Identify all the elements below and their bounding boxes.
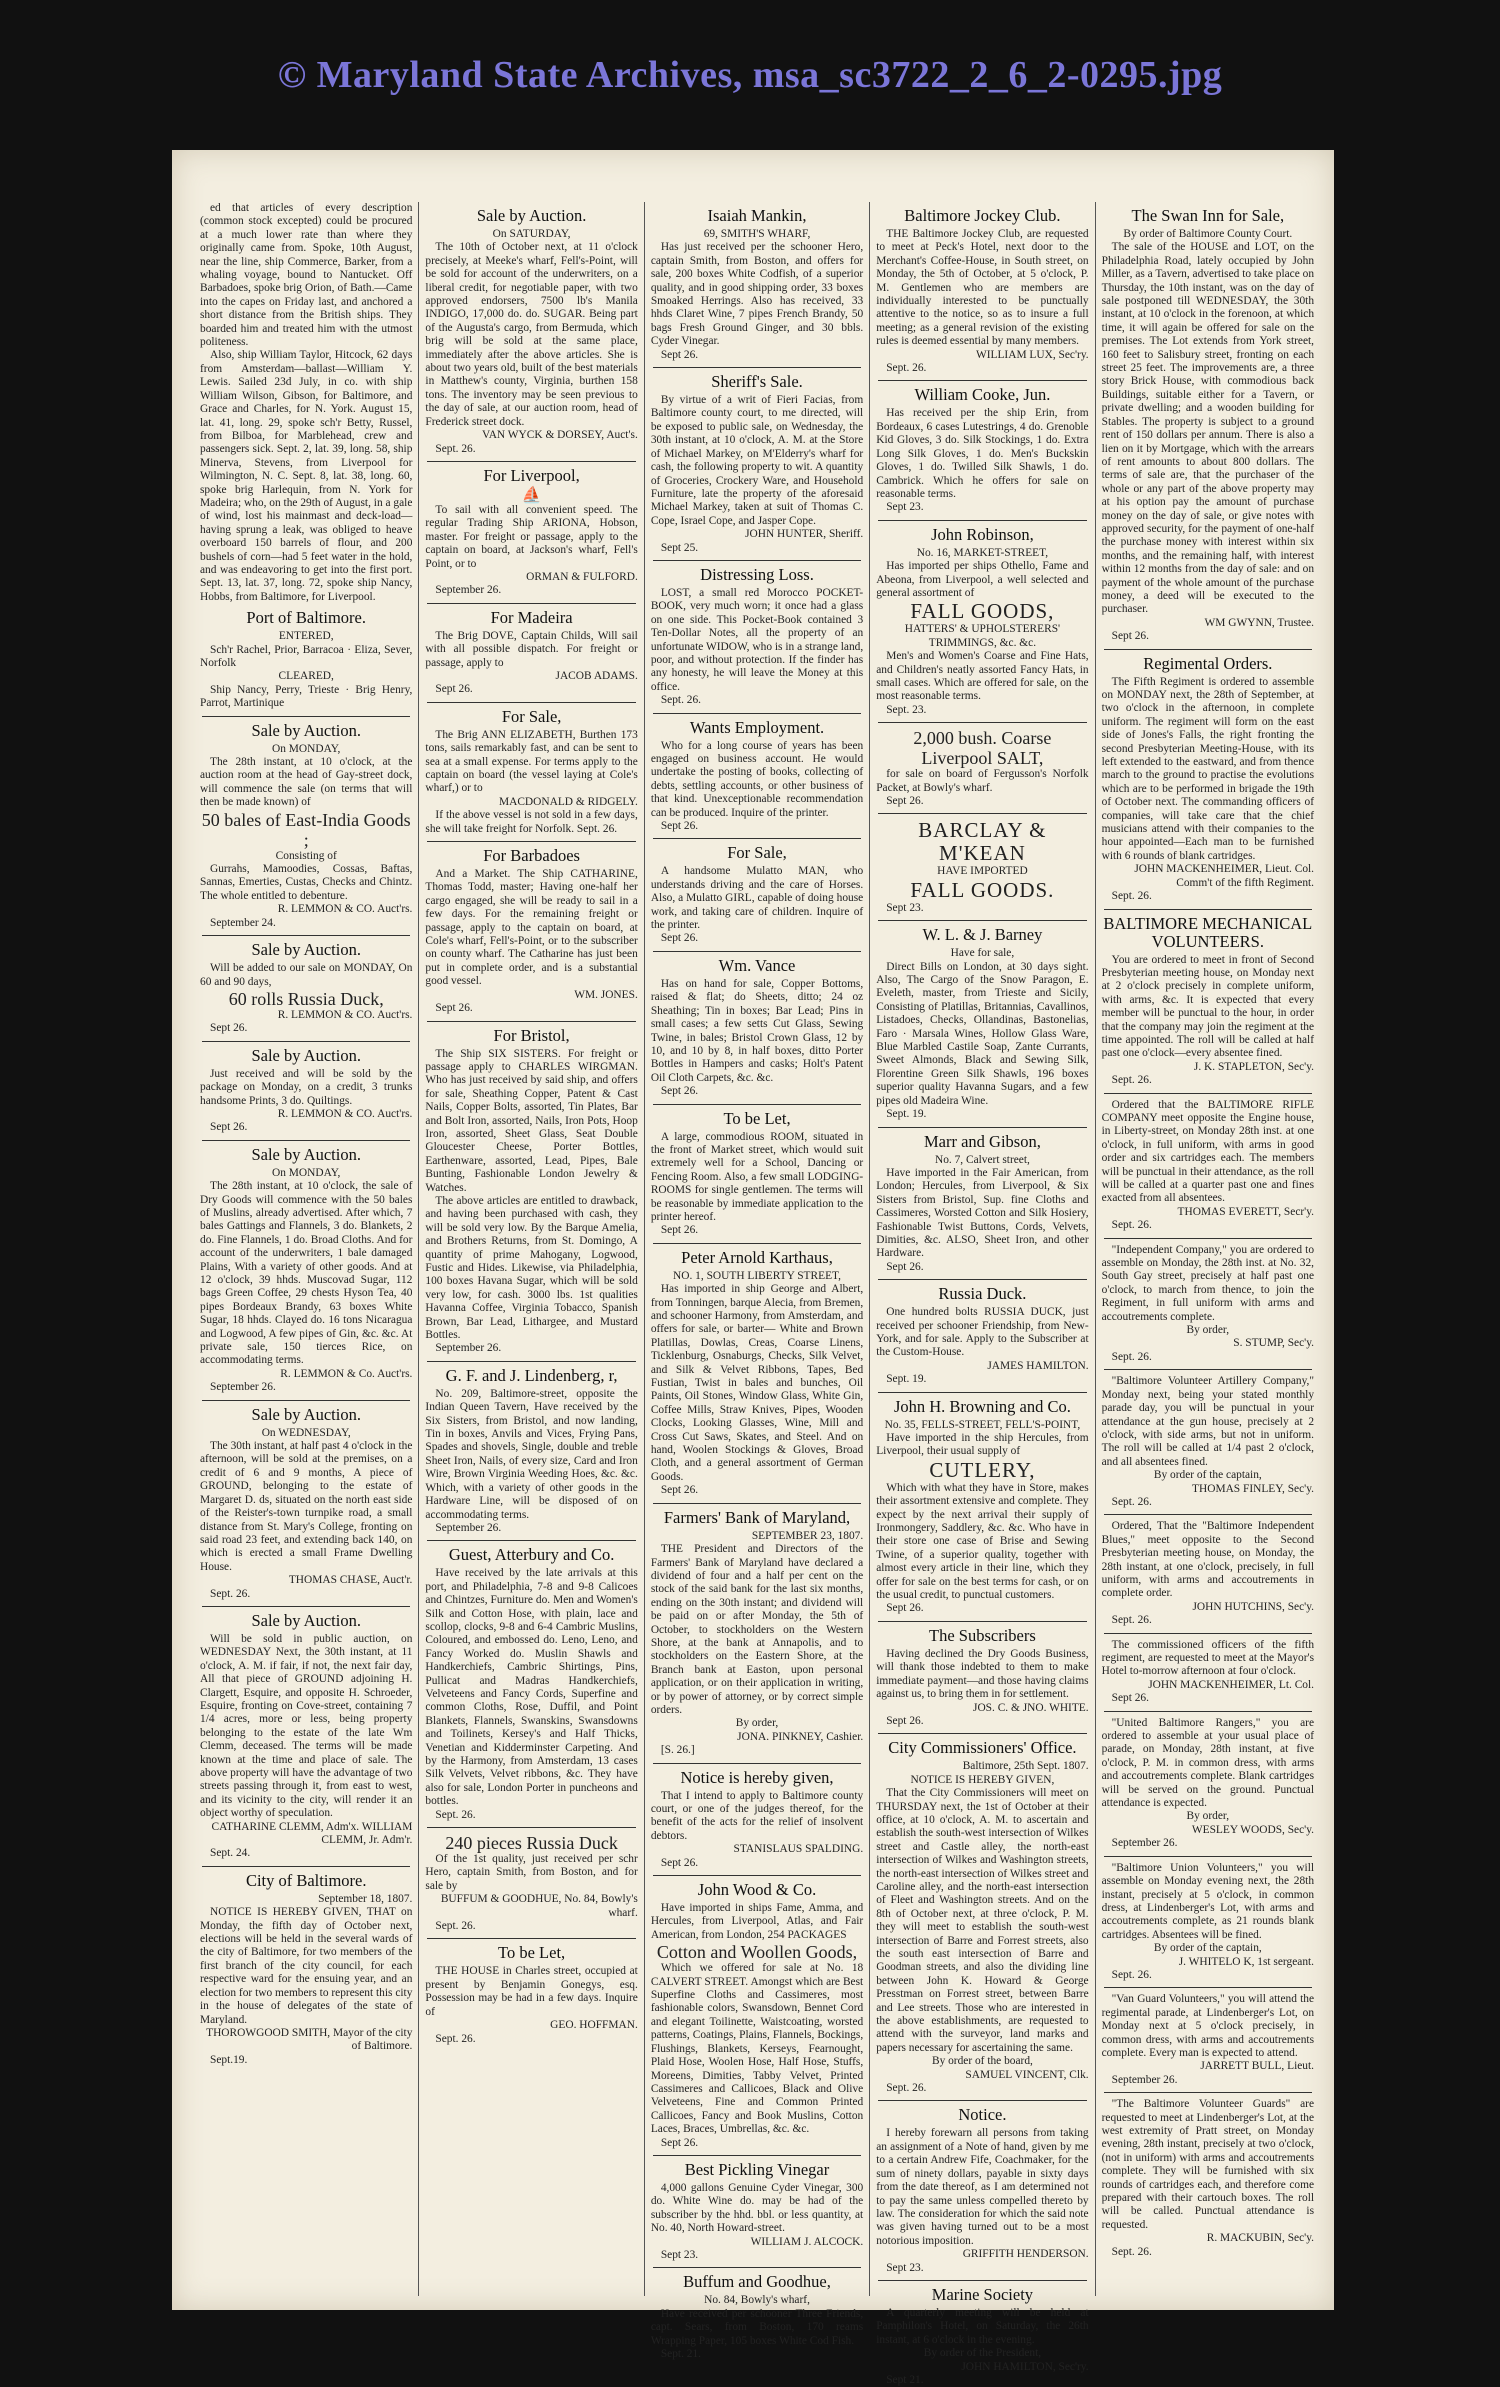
ad-text: The 28th instant, at 10 o'clock, the sale of Dry Goods will commence with the 50 bales of Muslins, already advertised. After which, 7 bales Gattings and Flannels, 3 do. Blankets, 2 do. Fine Flannels, 1 do. Broad Cloths. And for account of the underwriters, 1 bale damaged Plains, With a variety of other goods. And at 12 o'clock, 39 hhds. Muscovad Sugar, 112 bags Green Coffee, 29 chests Hyson Tea, 40 pipes Bordeaux Brandy, 63 boxes White Sugar, 18 hhds. Clayed do. 16 tons Nicaragua and Logwood, A few pipes of Gin, &c. &c. At private sale, 150 tierces Rice, on accommodating terms.	[200, 1180, 413, 1367]
ad-text: One hundred bolts RUSSIA DUCK, just received per schooner Friendship, from New-York, and for sale. Apply to the Subscriber at the Custom-House.	[876, 1306, 1089, 1359]
column-rule	[427, 603, 635, 604]
ad-text: And a Market. The Ship CATHARINE, Thomas Todd, master; Having one-half her cargo engaged, she will be ready to sail in a few days. For the remaining freight or passage, apply to the captain on board, at Cole's wharf, Fell's-Point, or to the subscriber on county wharf. The Catharine has just been put in complete order, and is a substantial good vessel.	[425, 868, 638, 988]
ad-text: September 26.	[210, 1381, 276, 1394]
column-rule	[653, 713, 861, 714]
ad-centered-line: NO. 1, SOUTH LIBERTY STREET,	[673, 1269, 841, 1282]
banner-caption: © Maryland State Archives, msa_sc3722_2_6_2-0295.jpg	[277, 54, 1223, 96]
newspaper-page	[172, 150, 1334, 2386]
column-rule	[878, 2280, 1086, 2281]
column-rule	[202, 716, 410, 717]
column-rule	[653, 560, 861, 561]
column-rule	[1104, 2092, 1312, 2093]
column-5	[1096, 202, 1320, 2296]
ad-heading: John Wood & Co.	[697, 1880, 817, 1900]
column-3	[645, 202, 870, 2360]
column-rule	[1104, 1093, 1312, 1094]
ad-text: Of the 1st quality, just received per schr Hero, captain Smith, from Boston, and for sale by	[425, 1853, 638, 1892]
ad-text: Ship Nancy, Perry, Trieste · Brig Henry, Parrot, Martinique	[200, 683, 413, 710]
column-4	[870, 202, 1095, 2386]
ad-signature: THOMAS EVERETT, Secr'y.	[1177, 1205, 1315, 1218]
ad-heading: For Barbadoes	[483, 846, 580, 866]
column-rule	[653, 951, 861, 952]
column-rule	[653, 1503, 861, 1504]
ad-text: Have imported in ships Fame, Amma, and Hercules, from Liverpool, Atlas, and Fair American, from London, 254 PACKAGES	[650, 1902, 864, 1941]
ad-text: A handsome Mulatto MAN, who understands driving and the care of Horses. Also, a Mulatto GIRL, capable of doing house work, and taking care of children. Inquire of the printer.	[650, 865, 864, 932]
column-rule	[878, 1621, 1086, 1622]
ad-centered-line: By order of the captain,	[1153, 1469, 1262, 1482]
ad-text: Direct Bills on London, at 30 days sight. Also, The Cargo of the Snow Paragon, E. Eveleth, master, from Trieste and Sicily, Consisting of Platillas, Britannias, Cavallinos, Listadoes, Checks, Ollandinas, Bastonelias, Faro · Marsala Wines, Hollow Glass Ware, Blue Marbled Castile Soap, Zante Currants, Sweet Almonds, Black and Sewing Silk, Florentine Green Silk Shawls, 196 boxes superior quality Havanna Sugars, and a few pipes old Madeira Wine.	[876, 960, 1089, 1107]
ad-text: Also, ship William Taylor, Hitcock, 62 days from Amsterdam—ballast—William Y. Lewis. Sailed 23d July, in co. with ship William Wilson, Gibson, for Baltimore, and Grace and Charles, for N. York. August 15, lat. 41, long. 29, spoke sch'r Betty, Russel, from Bilboa, for Marblehead, crew and passengers sick. Sept. 2, lat. 39, long. 58, ship Minerva, Stevens, from Liverpool for Wilmington, N. C. Sept. 8, lat. 38, long. 60, spoke brig Harlequin, from N. York for Madeira; who, on the 29th of August, in a gale of wind, lost his mainmast and deck-load—having sprung a leak, was obliged to heave overboard 150 barrels of flour, and 200 bushels of corn—had 5 feet water in the hold, and was endeavoring to get into the first port. Sept. 13, lat. 37, long. 72, spoke ship Nancy, Hobbs, from Baltimore, for Liverpool.	[200, 349, 413, 603]
column-rule	[1104, 1711, 1312, 1712]
column-rule	[1104, 1987, 1312, 1988]
ad-text: Sept 26.	[660, 1856, 699, 1869]
ad-text: Sept 26.	[660, 348, 699, 361]
ad-text: Will be sold in public auction, on WEDNESDAY Next, the 30th instant, at 11 o'clock, A. M. if fair, if not, the next fair day, All that piece of GROUND adjoining H. Clargett, Esquire, and opposite H. Schroeder, Esquire, fronting on Cove-street, containing 7 1/4 acres, more or less, being property belonging to the estate of the late Wm Clemm, deceased. The terms will be made known at the time and place of sale. The above property will have the advantage of two streets passing through it, from east to west, and its vicinity to the city, will render it an object worthy of speculation.	[200, 1632, 413, 1820]
ad-centered-line: CLEARED,	[278, 670, 334, 683]
ad-display-line: 50 bales of East-India Goods ;	[201, 809, 411, 850]
ad-heading: Notice is hereby given,	[680, 1767, 834, 1787]
ad-heading: For Sale,	[501, 706, 562, 726]
column-rule	[202, 1866, 410, 1867]
ad-text: Have imported in the Fair American, from London; Hercules, from Liverpool, & Six Sisters from Bristol, Sup. fine Cloths and Cassimeres, Worsted Cotton and Silk Hosiery, Fashionable Twist Buttons, Cords, Velvets, Dimities, &c. ALSO, Sheet Iron, and other Hardware.	[876, 1166, 1089, 1260]
column-rule	[1104, 1633, 1312, 1634]
ad-heading: Sale by Auction.	[251, 1404, 361, 1424]
ad-heading: Port of Baltimore.	[246, 608, 366, 628]
ad-signature: Baltimore, 25th Sept. 1807.	[962, 1760, 1089, 1773]
column-rule	[427, 1827, 635, 1828]
column-rule	[202, 1400, 410, 1401]
ad-text: Gurrahs, Mamoodies, Cossas, Baftas, Sannas, Emerties, Custas, Checks and Chintz. The whole entitled to debenture.	[200, 863, 413, 902]
ad-text: Have imported in the ship Hercules, from Liverpool, their usual supply of	[876, 1432, 1089, 1458]
ad-text: Sept 26.	[660, 1085, 699, 1098]
ad-text: Sept. 26.	[210, 1587, 251, 1600]
ad-signature: THOMAS FINLEY, Sec'y.	[1192, 1482, 1315, 1495]
ad-signature: THOMAS CHASE, Auct'r.	[288, 1574, 413, 1587]
ad-text: "Baltimore Union Volunteers," you will assemble on Monday evening next, the 28th instant, precisely at 5 o'clock, in common dress, at Lindenberger's Lot, with arms and accoutrements complete, as 21 rounds blank cartridges. Absentees will be fined.	[1101, 1861, 1315, 1941]
ad-heading: Baltimore Jockey Club.	[904, 206, 1061, 225]
ad-text: Sept. 26.	[435, 2032, 476, 2045]
ad-heading: Buffum and Goodhue,	[683, 2272, 831, 2292]
column-rule	[202, 1041, 410, 1042]
ad-display-line-large: CUTLERY,	[929, 1457, 1036, 1482]
column-rule	[427, 702, 635, 703]
ad-display-line-large: FALL GOODS,	[910, 599, 1055, 624]
ad-text: Sept. 26.	[1111, 890, 1152, 903]
ad-heading: City Commissioners' Office.	[888, 1738, 1077, 1758]
ad-text: Sept. 26.	[660, 694, 701, 707]
ad-centered-line: 69, SMITH'S WHARF,	[703, 228, 811, 240]
column-rule	[427, 841, 635, 842]
ad-text: Ordered, That the "Baltimore Independent Blues," meet opposite to the Second Presbyterian meeting house, on Monday, the 28th instant, at one o'clock, precisely, in full uniform, with arms and accoutrements in complete order.	[1101, 1520, 1315, 1600]
ad-text: September 26.	[1111, 2073, 1178, 2086]
ad-centered-line: No. 7, Calvert street,	[934, 1153, 1030, 1166]
column-rule	[653, 1243, 861, 1244]
ad-heading: The Swan Inn for Sale,	[1131, 206, 1285, 225]
column-rule	[1104, 649, 1312, 650]
ad-text: Sept 26.	[886, 1260, 924, 1273]
ad-text: Has just received per the schooner Hero, captain Smith, from Boston, and offers for sale, 200 boxes White Codfish, of a superior quality, and in good shipping order, 33 boxes Smoaked Herrings. Also has received, 33 hhds Claret Wine, 7 pipes French Brandy, 50 bags Fresh Ground Ginger, and 30 bbls. Cyder Vinegar.	[650, 241, 864, 348]
ad-heading: W. L. & J. Barney	[922, 925, 1043, 945]
ad-signature: ORMAN & FULFORD.	[526, 570, 638, 583]
ad-heading: City of Baltimore.	[245, 1870, 367, 1890]
ad-text: Has received per the ship Erin, from Bordeaux, 6 cases Lutestrings, 4 do. Grenoble Kid Gloves, 3 do. Silk Stockings, 1 do. Extra Long Silk Gloves, 1 do. Men's Buckskin Gloves, 1 do. Twilled Silk Shawls, 1 do. Cambrick. Which he offers for sale on reasonable terms.	[876, 407, 1089, 500]
ad-text: 4,000 gallons Genuine Cyder Vinegar, 300 do. White Wine do. may be had of the subscriber by the hhd. bbl. or less quantity, at No. 40, North Howard-street.	[650, 2181, 864, 2235]
ad-text: Sept 26.	[1111, 630, 1149, 643]
ad-text: "United Baltimore Rangers," you are ordered to assemble at your usual place of parade, on Monday, 28th instant, at five o'clock, P. M. in common dress, with arms and accoutrements complete. Blank cartridges will be served on the ground. Punctual attendance is expected.	[1101, 1716, 1315, 1810]
ad-text: Sept 26.	[435, 683, 473, 696]
column-rule	[653, 838, 861, 839]
ad-text: Has on hand for sale, Copper Bottoms, raised & flat; do Sheets, ditto; 24 oz Sheathing; Tin in boxes; Bar Lead; Pins in small cases; a few setts Cut Glass, Sewing Twine, in bales; Bristol Crown Glass, 12 by 10, and 10 by 8, in half boxes, ditto Porter Bottles in Hampers and casks; Holt's Patent Oil Cloth Carpets, &c. &c.	[650, 977, 864, 1084]
ad-signature: MACDONALD & RIDGELY.	[498, 795, 638, 808]
column-container	[194, 202, 1320, 2386]
ad-heading: The Subscribers	[929, 1625, 1036, 1645]
column-rule	[653, 1875, 861, 1876]
ad-text: Sept. 26.	[435, 1808, 476, 1821]
ad-signature: JOHN MACKENHEIMER, Lt. Col.	[1148, 1678, 1315, 1691]
ad-signature: R. LEMMON & Co. Auct'rs.	[280, 1367, 413, 1380]
ad-text: The above articles are entitled to drawback, and having been purchased with cash, they will be sold very low. By the Barque Amelia, and Brothers Returns, from St. Domingo, A quantity of prime Mahogany, Logwood, Fustic and Hides. Likewise, via Philadelphia, 100 boxes Havana Sugar, which will be sold very low, for cash. 3000 lbs. 1st qualities Havanna Coffee, Virginia Tobacco, Spanish Brown, Bar Lead, Lithargee, and Mustard Bottles.	[425, 1194, 638, 1342]
ad-text: The sale of the HOUSE and LOT, on the Philadelphia Road, lately occupied by John Miller, as a Tavern, advertised to take place on Thursday, the 10th instant, was on the day of sale postponed till WEDNESDAY, the 30th instant, at 10 o'clock in the forenoon, at which time, it will again be offered for sale on the premises. The Lot extends from York street, 160 feet to Salisbury street, fronting on each street 25 feet. The improvements are, a three story Brick House, with commodious back Buildings, suitable either for a Tavern, or private dwelling; and a wooden building for Stables. The property is subject to a ground rent of 150 dollars per annum. There is also a lien on it by Mortgage, which with the arrears of rent amounts to about 800 dollars. The terms of sale are, that the purchaser of the whole or any part of the above property may at his option pay the amount of purchase money on the day of sale, or give notes with approved security, for the payment of one-half the purchase money with interest within six months, and the remaining half, with interest within 12 months from the day of sale: and on payment of the whole amount of the purchase money, a deed will be executed to the purchaser.	[1101, 241, 1315, 616]
ad-text: The 28th instant, at 10 o'clock, at the auction room at the head of Gay-street dock, will commence the sale (on terms that will then be made known) of	[200, 756, 413, 809]
ad-text: A large, commodious ROOM, situated in the front of Market street, which would suit extremely well for a School, Dancing or Fencing Room. Also, a few small LODGING-ROOMS for single gentlemen. The terms will be reasonable by immediate application to the printer hereof.	[650, 1130, 864, 1223]
ad-text: The Ship SIX SISTERS. For freight or passage apply to CHARLES WIRGMAN. Who has just received by said ship, and offers for sale, Sheathing Copper, Patent & Cast Nails, Copper Bolts, assorted, Tin Plates, Bar and Bolt Iron, assorted, Nails, Iron Pots, Hoop Iron, assorted, Sheet Glass, Seat Double Gloucester Cheese, Porter Bottles, Earthenware, assorted, Lead, Pipes, Bale Bunting, Fashionable London Jewelry & Watches.	[425, 1047, 638, 1194]
ad-display-line: 60 rolls Russia Duck,	[228, 988, 384, 1009]
ad-heading: Sale by Auction.	[251, 1045, 361, 1065]
ad-heading: Russia Duck.	[938, 1284, 1027, 1304]
ad-signature: JONA. PINKNEY, Cashier.	[737, 1730, 864, 1743]
ad-text: Has imported per ships Othello, Fame and Abeona, from Liverpool, a well selected and general assortment of	[876, 560, 1089, 599]
ad-text: Sept. 26.	[435, 442, 476, 455]
ad-text: Sept. 26.	[1111, 1074, 1152, 1087]
column-rule	[1104, 1514, 1312, 1515]
ad-text: Sept 26.	[660, 820, 699, 833]
ad-heading: Farmers' Bank of Maryland,	[663, 1507, 851, 1527]
ad-signature: JOS. C. & JNO. WHITE.	[973, 1701, 1089, 1714]
ad-heading: Distressing Loss.	[700, 564, 814, 584]
ad-text: Sept 26.	[210, 1022, 248, 1035]
ad-text: Have received by the late arrivals at this port, and Philadelphia, 7-8 and 9-8 Calicoes and Chintzes, Furniture do. Men and Women's Silk and Cotton Hose, with plain, lace and scollop, clocks, 9-8 and 6-4 Cambric Muslins, Coloured, and embossed do. Leno, Leno, and Fancy Worked do. Muslin Shawls and Handkerchiefs, Cambric Shirtings, Pins, Pullicat and Madras Handkerchiefs, Velveteens and Fancy Cords, Superfine and common Cloths, Rose, Duffil, and Point Blankets, Flannels, Swanskins, Swansdowns and Toilinets, Kersey's and Half Thicks, Venetian and Kidderminster Carpeting. And by the Harmony, from Amsterdam, 13 cases Silk Velvets, Velvet ribbons, &c. They have also for sale, London Porter in puncheons and bottles.	[425, 1567, 638, 1808]
ad-text: Sept 26.	[660, 1224, 699, 1237]
ad-heading: For Madeira	[490, 607, 573, 627]
column-rule	[878, 1127, 1086, 1128]
ship-icon: ⛵	[521, 486, 542, 504]
ad-centered-line: Have for sale,	[950, 947, 1015, 960]
ad-text: Sept. 26.	[886, 362, 927, 375]
ad-signature: JOHN HUTCHINS, Sec'y.	[1192, 1600, 1315, 1613]
ad-signature: GRIFFITH HENDERSON.	[962, 2248, 1089, 2261]
ad-text: Sept 26.	[886, 1602, 924, 1615]
ad-text: September 26.	[435, 1521, 502, 1534]
ad-heading: Marr and Gibson,	[923, 1131, 1041, 1151]
ad-text: Which with what they have in Store, makes their assortment extensive and complete. They expect by the next arrival their supply of Ironmongery, Saddlery, &c. &c. Who have in their store one case of Brise and Sewing Twine, of a superior quality, together with almost every article in their line, which they offer for sale on the best terms for cash, or on the usual credit, to punctual customers.	[876, 1481, 1089, 1602]
ad-text: Sept. 19.	[886, 1373, 927, 1386]
column-rule	[427, 1361, 635, 1362]
ad-display-line: 240 pieces Russia Duck	[445, 1833, 618, 1854]
ad-heading: John Robinson,	[931, 524, 1034, 544]
ad-text: That the City Commissioners will meet on THURSDAY next, the 1st of October at their office, at 10 o'clock, A. M. to ascertain and establish the south-west intersection of Wilkes street and Castle alley, the north-east intersection of Wilkes and Washington streets, the north-east intersection of Wilkes street and Caroline alley, and the north-east intersection of Fleet and Washington streets. And on the 8th of October next, at three o'clock, P. M. they will meet to establish the south-west intersection of Barre and Forrest streets, also the south east intersection of Barre and Goodman streets, and also the dividing line between John K. Howard & George Presstman on Forrest street, between Barre and Lee streets. Those who are interested in the above establishments, are requested to attend with the surveyor, land marks and papers necessary for ascertaining the same.	[876, 1787, 1089, 2054]
ad-signature: J. WHITELO K, 1st sergeant.	[1178, 1955, 1315, 1968]
ad-signature: JOHN MACKENHEIMER, Lieut. Col. Comm't of the fifth Regiment.	[1134, 863, 1315, 889]
ad-text: Sept 23.	[886, 901, 924, 914]
ad-heading: Guest, Atterbury and Co.	[448, 1545, 615, 1565]
ad-text: The Brig ANN ELIZABETH, Burthen 173 tons, sails remarkably fast, and can be sent to sea at a small expense. For terms apply to the captain on board (the vessel laying at Cole's wharf,) or to	[425, 728, 638, 795]
ad-text: Sept. 24.	[210, 1847, 251, 1860]
ad-heading: Marine Society	[931, 2284, 1034, 2304]
ad-signature: JACOB ADAMS.	[555, 669, 638, 682]
ad-text: NOTICE IS HEREBY GIVEN, THAT on Monday, the fifth day of October next, elections will be held in the several wards of the city of Baltimore, for two members of the first branch of the city council, for each respective ward for the ensuing year, and an election for two members to represent this city in the house of delegates of the state of Maryland.	[200, 1906, 413, 2026]
ad-text: THE HOUSE in Charles street, occupied at present by Benjamin Gonegys, esq. Possession may be had in a few days. Inquire of	[425, 1965, 638, 2018]
column-rule	[427, 461, 635, 462]
column-rule	[878, 722, 1086, 723]
ad-text: Sept. 26.	[1111, 1614, 1152, 1627]
ad-signature: CATHARINE CLEMM, Adm'x. WILLIAM CLEMM, Jr. Adm'r.	[211, 1820, 413, 1847]
column-rule	[202, 1140, 410, 1141]
ad-display-line: Cotton and Woollen Goods,	[656, 1942, 858, 1963]
ad-text: Having declined the Dry Goods Business, will thank those indebted to them to make immediate payment—and those having claims against us, to bring them in for settlement.	[876, 1647, 1089, 1701]
ad-display-line-large: BARCLAY & M'KEAN	[918, 818, 1047, 866]
column-1	[194, 202, 419, 2296]
ad-text: A quarterly meeting will be held at Pamphilon's Hotel, on Saturday, the 26th instant, at 6 o'clock in the evening.	[876, 2306, 1089, 2346]
ad-signature: JOHN HUNTER, Sheriff.	[745, 528, 864, 541]
ad-text: The 30th instant, at half past 4 o'clock in the afternoon, will be sold at the premises, on a credit of 6 and 9 months, A piece of GROUND, belonging to the estate of Margaret D. ds, situated on the north east side of the Reister's-town turnpike road, a small distance from St. Mary's College, fronting on said road 23 feet, and extending back 140, on which is erected a small Frame Dwelling House.	[200, 1440, 413, 1573]
ad-text: Ordered that the BALTIMORE RIFLE COMPANY meet opposite the Engine house, in Liberty-street, on Monday 28th inst. at one o'clock, in full uniform, with arms in good order and six cartridges each. The members will be punctual in their attendance, as the roll will be called at a quarter past one and fines exacted from all absentees.	[1101, 1098, 1315, 1205]
ad-signature: THOROWGOOD SMITH, Mayor of the city of Baltimore.	[206, 2026, 413, 2053]
column-rule	[878, 813, 1086, 814]
ad-text: THE Baltimore Jockey Club, are requested to meet at Peck's Hotel, next door to the Merchant's Coffee-House, in South street, on Monday, the 5th of October, at 5 o'clock, P. M. Gentlemen who are members are individually interested to be punctually attentive to the notice, so as to insure a full meeting; as a general revision of the existing rules is deemed essential by many members.	[876, 228, 1089, 348]
column-rule	[1104, 1856, 1312, 1857]
ad-heading: To be Let,	[498, 1943, 566, 1963]
ad-heading: Sale by Auction.	[476, 206, 587, 225]
ad-signature: BUFFUM & GOODHUE, No. 84, Bowly's wharf.	[440, 1893, 638, 1919]
ad-heading: Wants Employment.	[689, 717, 825, 737]
ad-heading: BALTIMORE MECHANICAL VOLUNTEERS.	[1103, 913, 1313, 951]
ad-heading: Sheriff's Sale.	[711, 372, 803, 392]
ad-text: Have received per schooner Three Friends, capt. Sears, from Boston, 170 reams Wrapping Paper, 105 boxes White Cod Fish.	[650, 2307, 864, 2347]
column-rule	[202, 935, 410, 936]
column-rule	[878, 380, 1086, 381]
ad-text: Sept. 26.	[435, 1920, 476, 1933]
column-rule	[878, 2100, 1086, 2101]
column-rule	[878, 1733, 1086, 1734]
ad-centered-line: NOTICE IS HEREBY GIVEN,	[910, 1773, 1055, 1786]
ad-text: LOST, a small red Morocco POCKET-BOOK, very much worn; it once had a glass on one side. This Pocket-Book contained 3 Ten-Dollar Notes, all the property of an unfortunate WIDOW, who is in a strange land, poor, and without protection. If the finder has any honesty, he will leave the Money at this office.	[650, 586, 864, 693]
column-rule	[1104, 909, 1312, 910]
ad-heading: Sale by Auction.	[251, 720, 361, 740]
ad-text: Sept 23.	[886, 501, 924, 514]
ad-signature: JARRETT BULL, Lieut.	[1200, 2060, 1315, 2073]
ad-text: Sch'r Rachel, Prior, Barracoa · Eliza, Sever, Norfolk	[200, 643, 413, 669]
ad-centered-line: On MONDAY,	[272, 1166, 341, 1179]
ad-text: Sept 26.	[1111, 1692, 1149, 1705]
ad-heading: Wm. Vance	[718, 955, 796, 975]
ad-text: The Fifth Regiment is ordered to assemble on MONDAY next, the 28th of September, at two o'clock in the afternoon, in complete uniform. The regiment will form on the east side of Jones's Falls, the right fronting the second Presbyterian Meeting-House, with its left extended to the eastward, and from thence march to the ground to practise the evolutions which are to be performed in brigade the 19th of October next. The commanding officers of companies, will take care that the chief musicians attend with their companies to the hour appointed—Each man to be furnished with 6 rounds of blank cartridges.	[1101, 675, 1315, 862]
ad-text: The commissioned officers of the fifth regiment, are requested to meet at the Mayor's Hotel to-morrow afternoon at four o'clock.	[1101, 1638, 1315, 1678]
ad-centered-line: HAVE IMPORTED	[937, 865, 1028, 878]
ad-text: Sept 21.	[886, 2373, 924, 2386]
ad-text: Sept. 26.	[1111, 1968, 1152, 1981]
column-rule	[653, 367, 861, 368]
ad-text: Sept 26.	[660, 932, 699, 945]
ad-centered-line: On SATURDAY,	[492, 228, 571, 240]
ad-text: Sept 26.	[660, 2136, 699, 2149]
ad-centered-line: By order of the President,	[923, 2347, 1042, 2360]
ad-signature: WM. JONES.	[574, 988, 638, 1001]
ad-text: Sept 26.	[435, 1002, 473, 1015]
ad-text: That I intend to apply to Baltimore county court, or one of the judges thereof, for the benefit of the acts for the relief of insolvent debtors.	[650, 1789, 864, 1842]
ad-signature: VAN WYCK & DORSEY, Auct's.	[481, 429, 638, 442]
ad-signature: SAMUEL VINCENT, Clk.	[965, 2068, 1089, 2081]
column-rule	[878, 1392, 1086, 1393]
ad-display-line-large: FALL GOODS.	[910, 877, 1055, 902]
ad-signature: WILLIAM LUX, Sec'ry.	[975, 348, 1089, 361]
ad-centered-line: On WEDNESDAY,	[261, 1426, 351, 1439]
ad-signature: WM GWYNN, Trustee.	[1204, 616, 1315, 629]
column-rule	[427, 1540, 635, 1541]
ad-text: Has imported in ship George and Albert, from Tonningen, barque Alecia, from Bremen, and schooner Harmony, from Amsterdam, and offers for sale, or barter— White and Brown Platillas, Dowlas, Creas, Coarse Linens, Ticklenburg, Osnaburgs, Checks, Silk Velvet, and Silk & Velvet Ribbons, Tapes, Bed Fustian, Twist in bales and bunches, Oil Paints, Oil Stones, Window Glass, White Gin, Coffee Mills, Straw Knives, Pipes, Wooden Clocks, Looking Glasses, Wine, Mill and Cross Cut Saws, Skates, and Steel. And on hand, Woolen Stockings & Gloves, Broad Cloth, and a general assortment of German Goods.	[650, 1283, 864, 1483]
column-2	[419, 202, 644, 2296]
ad-signature: GEO. HOFFMAN.	[550, 2019, 638, 2032]
ad-heading: Peter Arnold Karthaus,	[681, 1247, 833, 1267]
ad-centered-line: By order of the board,	[931, 2055, 1033, 2068]
ad-text: Sept 26.	[886, 1714, 924, 1727]
ad-text: If the above vessel is not sold in a few days, she will take freight for Norfolk. Sept. 26.	[425, 809, 638, 835]
ad-centered-line: No. 35, FELLS-STREET, FELL'S-POINT,	[884, 1418, 1081, 1431]
column-rule	[653, 1104, 861, 1105]
ad-heading: For Bristol,	[493, 1025, 570, 1045]
column-rule	[653, 2267, 861, 2268]
column-rule	[427, 1021, 635, 1022]
column-rule	[878, 1279, 1086, 1280]
ad-text: Men's and Women's Coarse and Fine Hats, and Children's neatly assorted Fancy Hats, in small cases. Which are offered for sale, on the most reasonable terms.	[876, 650, 1089, 703]
ad-text: Sept 25.	[660, 541, 699, 554]
archive-banner	[0, 0, 1500, 150]
ad-heading: Isaiah Mankin,	[707, 206, 807, 225]
ad-text: September 26.	[435, 584, 502, 597]
ad-text: Which we offered for sale at No. 18 CALVERT STREET. Amongst which are Best Superfine Cloths and Cassimeres, most fashionable colors, Swansdown, Bennet Cord and elegant Toilinette, Waistcoating, worsted patterns, Coatings, Plains, Flannels, Bockings, Flushings, Blankets, Kerseys, Fearnought, Plaid Hose, Woolen Hose, Half Hose, Stuffs, Moreens, Dimities, Tabby Velvet, Printed Cassimeres and Callicoes, Black and Olive Velveteens, Fine and Common Printed Callicoes, Fancy and Book Muslins, Cotton Laces, Braces, Umbrellas, &c. &c.	[650, 1962, 864, 2136]
ad-heading: To be Let,	[723, 1108, 791, 1128]
ad-text: Who for a long course of years has been engaged on business account. He would undertake the posting of books, collecting of debts, settling accounts, or other business of that kind. Unexceptionable recommendation can be produced. Inquire of the printer.	[650, 739, 864, 819]
ad-centered-line: HATTERS' & UPHOLSTERERS' TRIMMINGS, &c. &c.	[904, 623, 1061, 649]
ad-signature: JOHN HAMILTON, Sec'ry.	[961, 2360, 1089, 2373]
ad-text: "Independent Company," you are ordered to assemble on Monday, the 28th inst. at No. 32, South Gay street, precisely at half past one o'clock, to march from thence, to join the Regiment, in full uniform with arms and accoutrements complete.	[1101, 1243, 1315, 1323]
column-rule	[653, 1763, 861, 1764]
ad-text: "Baltimore Volunteer Artillery Company," Monday next, being your stated monthly parade day, you will be punctual in your attendance at the gun house, precisely at 2 o'clock, with side arms, but not in uniform. The roll will be called at 1/4 past 2 o'clock, and all absentees fined.	[1101, 1375, 1315, 1468]
ad-signature: R. LEMMON & CO. Auct'rs.	[277, 1008, 413, 1021]
ad-heading: For Sale,	[727, 843, 787, 863]
ad-signature: JAMES HAMILTON.	[987, 1359, 1089, 1372]
ad-text: September 24.	[210, 916, 276, 929]
ad-text: The Brig DOVE, Captain Childs, Will sail with all possible dispatch. For freight or passage, apply to	[425, 629, 638, 669]
ad-signature: S. STUMP, Sec'y.	[1233, 1337, 1315, 1350]
ad-heading: William Cooke, Jun.	[914, 385, 1051, 405]
column-rule	[1104, 1238, 1312, 1239]
ad-text: You are ordered to meet in front of Second Presbyterian meeting house, on Monday next at 2 o'clock precisely in complete uniform, with arms, &c. It is expected that every member will be punctual to the hour, in order that the company may join the regiment at the time appointed. The roll will be called at half past one o'clock—every absentee fined.	[1101, 953, 1315, 1060]
ad-text: Sept 26.	[660, 1484, 699, 1497]
ad-centered-line: By order of the captain,	[1153, 1942, 1262, 1955]
column-rule	[427, 1938, 635, 1939]
column-rule	[1104, 1369, 1312, 1370]
column-rule	[653, 2155, 861, 2156]
ad-display-line: 2,000 bush. Coarse Liverpool SALT,	[913, 728, 1052, 769]
ad-heading: Sale by Auction.	[251, 1144, 361, 1164]
ad-signature: R. MACKUBIN, Sec'y.	[1206, 2232, 1315, 2245]
ad-text: [S. 26.]	[660, 1744, 695, 1757]
ad-text: Sept. 26.	[1111, 2245, 1152, 2258]
ad-signature: SEPTEMBER 23, 1807.	[751, 1529, 864, 1542]
ad-text: Will be added to our sale on MONDAY, On 60 and 90 days,	[200, 962, 413, 988]
ad-text: Sept. 26.	[1111, 1495, 1152, 1508]
ad-text: Sept. 26.	[886, 2082, 927, 2095]
ad-text: September 26.	[435, 1342, 502, 1355]
ad-text: "Van Guard Volunteers," you will attend the regimental parade, at Lindenberger's Lot, on Monday next at 5 o'clock precisely, in common dress, with arms and accoutrements complete. Every man is expected to attend.	[1101, 1993, 1315, 2059]
ad-text: I hereby forewarn all persons from taking an assignment of a Note of hand, given by me to a certain Andrew Fife, Coachmaker, for the sum of ninety dollars, payable in sixty days from the date thereof, as I am determined not to pay the same unless compelled thereto by law. The consideration for which the said note was given having turned out to be a most notorious imposition.	[876, 2127, 1089, 2247]
ad-heading: Sale by Auction.	[251, 940, 361, 960]
ad-heading: Best Pickling Vinegar	[684, 2159, 830, 2179]
ad-text: for sale on board of Fergusson's Norfolk Packet, at Bowly's wharf.	[876, 768, 1089, 794]
ad-text: Sept. 19.	[886, 1108, 927, 1121]
ad-text: THE President and Directors of the Farmers' Bank of Maryland have declared a dividend of four and a half per cent on the stock of the said bank for the last six months, ending on the 30th instant; and dividend will be paid on or after Monday, the 5th of October, to stockholders on the Western Shore, at the bank at Annapolis, and to stockholders on the Eastern Shore, at the Branch bank at Easton, upon personal application, or on their application in writing, or by power of attorney, or by correct simple orders.	[650, 1543, 864, 1716]
ad-centered-line: By order,	[735, 1717, 779, 1730]
ad-signature: WESLEY WOODS, Sec'y.	[1191, 1823, 1315, 1836]
ad-text: Sept. 23.	[886, 703, 927, 716]
ad-text: Sept. 26.	[1111, 1350, 1152, 1363]
ad-signature: STANISLAUS SPALDING.	[733, 1843, 864, 1856]
ad-centered-line: ENTERED,	[278, 630, 334, 643]
column-rule	[202, 1606, 410, 1607]
column-rule	[878, 520, 1086, 521]
ad-text: Sept 23.	[660, 2248, 699, 2261]
ad-text: To sail with all convenient speed. The regular Trading Ship ARIONA, Hobson, master. For freight or passage, apply to the captain on board, at Jackson's wharf, Fell's Point, or to	[425, 503, 638, 570]
ad-centered-line: By order,	[1186, 1324, 1230, 1337]
column-rule	[878, 920, 1086, 921]
ad-signature: R. LEMMON & CO. Auct'rs.	[277, 903, 413, 916]
ad-heading: Notice.	[958, 2105, 1007, 2125]
ad-centered-line: No. 16, MARKET-STREET,	[916, 546, 1049, 559]
ad-signature: September 18, 1807.	[318, 1892, 413, 1905]
ad-signature: WILLIAM J. ALCOCK.	[750, 2235, 864, 2248]
ad-centered-line: No. 84, Bowly's wharf,	[704, 2294, 810, 2307]
ad-heading: Regimental Orders.	[1143, 653, 1273, 673]
ad-text: "The Baltimore Volunteer Guards" are requested to meet at Lindenberger's Lot, at the west extremity of Pratt street, on Monday evening, 28th instant, precisely at two o'clock, (not in uniform) with arms and accoutrements complete. They will be furnished with six rounds of cartridges each, and therefore come prepared with their cartouch boxes. The roll will be called. Punctual attendance is requested.	[1101, 2098, 1315, 2231]
ad-text: Just received and will be sold by the package on Monday, on a credit, 3 trunks handsome Prints, 3 do. Quiltings.	[200, 1067, 413, 1107]
ad-text: Sept. 26.	[1111, 1219, 1152, 1232]
ad-signature: J. K. STAPLETON, Sec'y.	[1193, 1060, 1315, 1073]
ad-heading: Sale by Auction.	[251, 1610, 361, 1630]
ad-centered-line: Consisting of	[275, 849, 337, 862]
ad-text: Sept. 21.	[660, 2348, 701, 2360]
ad-centered-line: By order of Baltimore County Court.	[1123, 228, 1293, 240]
ad-text: No. 209, Baltimore-street, opposite the Indian Queen Tavern, Have received by the Six Sisters, from Bristol, and now landing, Tin in boxes, Anvils and Vices, Frying Pans, Spades and shovels, Single, double and treble Sheet Iron, Nails, of every size, Card and Iron Wire, Brown Virginia Weeding Hoes, &c. &c. Which, with a variety of other goods in the Hardware Line, will be disposed of on accommodating terms.	[425, 1387, 638, 1521]
ad-text: ed that articles of every description (common stock excepted) could be procured at a much lower rate than where they originally came from. Spoke, 10th August, near the line, ship Commerce, Barker, from a whaling voyage, bound to Nantucket. Off Barbadoes, spoke brig Orion, of Bath.—Came into the capes on Friday last, and anchored a short distance from the British ships. They boarded him and treated him with the utmost politeness.	[200, 202, 413, 349]
ad-signature: R. LEMMON & CO. Auct'rs.	[277, 1107, 413, 1120]
ad-centered-line: On MONDAY,	[272, 742, 341, 755]
ad-heading: G. F. and J. Lindenberg, r,	[445, 1365, 618, 1385]
ad-text: The 10th of October next, at 11 o'clock precisely, at Meeke's wharf, Fell's-Point, will be sold for account of the underwriters, on a liberal credit, for negotiable paper, with two approved endorsers, 7500 lb's Manila INDIGO, 17,000 do. do. SUGAR. Being part of the Augusta's cargo, from Bermuda, which brig will be sold at the same place, immediately after the above articles. She is about two years old, built of the best materials in Matthew's county, Virginia, burthen 158 tons. The inventory may be seen previous to the day of sale, at our auction room, head of Frederick street dock.	[425, 241, 638, 428]
ad-heading: John H. Browning and Co.	[893, 1396, 1071, 1416]
ad-text: By virtue of a writ of Fieri Facias, from Baltimore county court, to me directed, will be exposed to public sale, on Wednesday, the 30th instant, at 10 o'clock, A. M. at the Store of Michael Markey, on M'Elderry's wharf for cash, the following property to wit. A quantity of Groceries, Crockery Ware, and Household Furniture, late the property of the aforesaid Michael Markey, taken at suit of Thomas C. Cope, Israel Cope, and Jasper Cope.	[650, 394, 864, 527]
ad-text: Sept 23.	[886, 2261, 924, 2274]
ad-text: September 26.	[1111, 1837, 1178, 1850]
ad-heading: For Liverpool,	[483, 465, 580, 485]
ad-text: Sept 26.	[886, 795, 924, 807]
ad-text: Sept 26.	[210, 1121, 248, 1134]
ad-text: Sept.19.	[210, 2053, 248, 2066]
ad-centered-line: By order,	[1186, 1810, 1230, 1823]
